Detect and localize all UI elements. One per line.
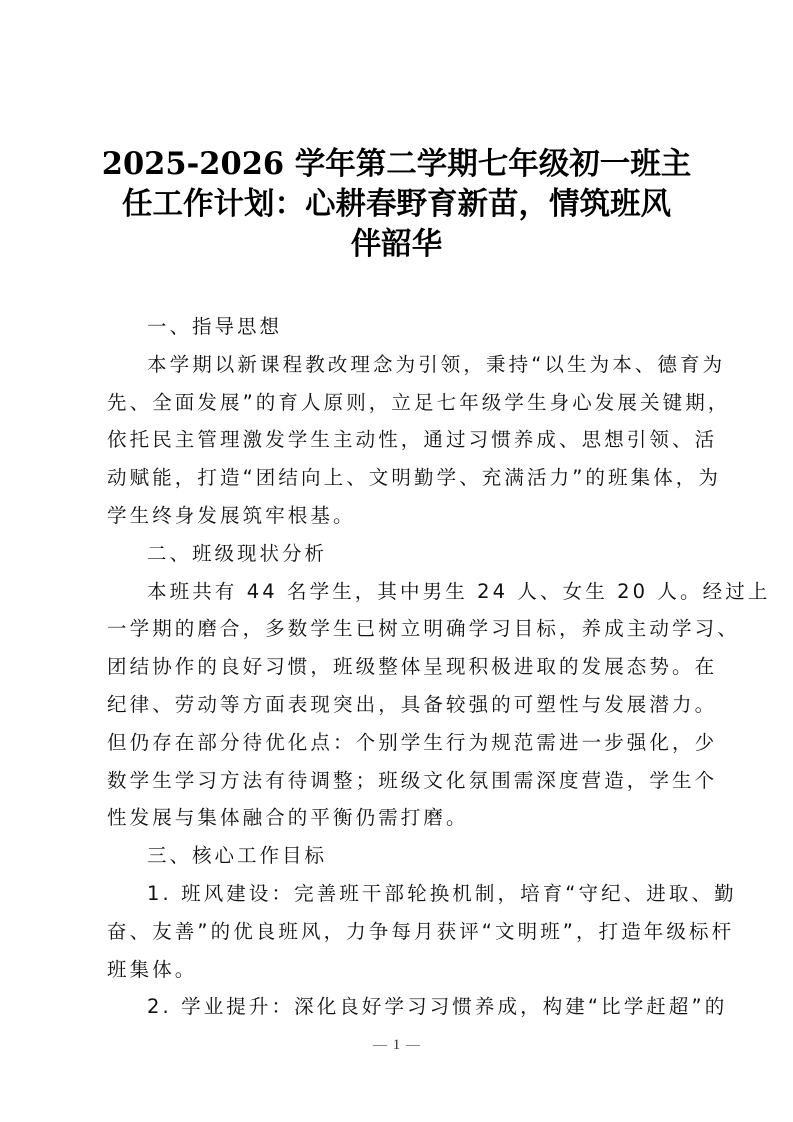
- footer-dash-right: [406, 1045, 420, 1046]
- paragraph-line: 性发展与集体融合的平衡仍需打磨。: [107, 806, 469, 830]
- paragraph-line: 纪律、劳动等方面表现突出，具备较强的可塑性与发展潜力。: [107, 692, 718, 716]
- title-line-3: 伴韶华: [350, 226, 443, 262]
- paragraph-line: 依托民主管理激发学生主动性，通过习惯养成、思想引领、活: [107, 428, 718, 452]
- document-body: [107, 308, 771, 1026]
- paragraph-line: 团结协作的良好习惯，班级整体呈现积极进取的发展态势。在: [107, 655, 718, 679]
- goal-item-line: 2. 学业提升：深化良好学习习惯养成，构建“比学赶超”的: [147, 995, 728, 1019]
- paragraph-line: 一学期的磨合，多数学生已树立明确学习目标，养成主动学习、: [107, 617, 740, 641]
- section-heading-class-status: 二、班级现状分析: [147, 541, 328, 565]
- goal-item-line: 班集体。: [107, 957, 198, 981]
- page-number: 1: [392, 1037, 401, 1053]
- paragraph-line: 本学期以新课程教改理念为引领，秉持“以生为本、德育为: [147, 352, 726, 376]
- goal-item-line: 1. 班风建设：完善班干部轮换机制，培育“守纪、进取、勤: [147, 881, 737, 905]
- title-line-2: 任工作计划：心耕春野育新苗，情筑班风: [122, 186, 671, 222]
- paragraph-line: 本班共有 44 名学生，其中男生 24 人、女生 20 人。经过上: [147, 579, 771, 603]
- section-heading-guiding-ideology: 一、指导思想: [147, 315, 283, 338]
- goal-item-line: 奋、友善”的优良班风，力争每月获评“文明班”，打造年级标杆: [107, 919, 735, 943]
- paragraph-line: 学生终身发展筑牢根基。: [107, 503, 356, 527]
- paragraph-line: 数学生学习方法有待调整；班级文化氛围需深度营造，学生个: [107, 768, 718, 792]
- document-title: [100, 144, 693, 264]
- section-heading-core-goals: 三、核心工作目标: [147, 844, 328, 868]
- paragraph-line: 动赋能，打造“团结向上、文明勤学、充满活力”的班集体，为: [107, 466, 722, 490]
- page-footer: [0, 1037, 793, 1054]
- footer-dash-left: [373, 1045, 387, 1046]
- title-line-1: 2025-2026 学年第二学期七年级初一班主: [101, 146, 692, 182]
- paragraph-line: 先、全面发展”的育人原则，立足七年级学生身心发展关键期，: [107, 390, 731, 414]
- paragraph-line: 但仍存在部分待优化点：个别学生行为规范需进一步强化，少: [107, 730, 718, 754]
